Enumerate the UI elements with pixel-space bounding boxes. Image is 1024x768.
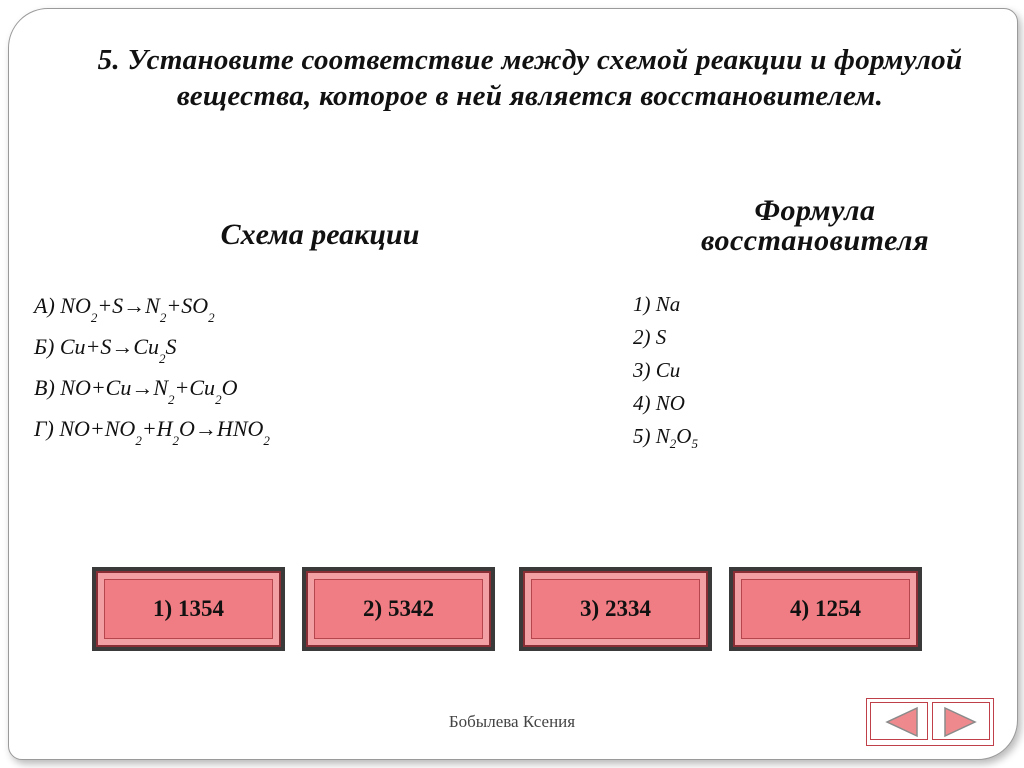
previous-slide-button[interactable] [870, 702, 928, 740]
next-slide-button[interactable] [932, 702, 990, 740]
formula-label: 5) [633, 424, 651, 448]
answer-button-label: 1) 1354 [96, 571, 281, 647]
formula-label: 2) [633, 325, 651, 349]
reaction-item [34, 417, 270, 458]
reaction-formula: $NO+Cu\to N_2+Cu_2O$ [60, 375, 238, 407]
reaction-item [34, 376, 270, 417]
answer-button-label: 3) 2334 [523, 571, 708, 647]
reducer-formula-header-line2: восстановителя [700, 224, 930, 257]
answer-button-4[interactable] [729, 567, 922, 651]
reaction-formula: $NO_2+S\to N_2+SO_2$ [60, 293, 215, 325]
question-title: 5. Установите соответствие между схемой реакции и формулой вещества, которое в ней является восстановителем. [97, 44, 963, 112]
reaction-label: Б) [34, 334, 55, 359]
formula-label: 1) [633, 292, 651, 316]
reaction-label: В) [34, 375, 55, 400]
slide-navigation [866, 698, 994, 746]
answer-button-1[interactable] [92, 567, 285, 651]
reaction-item [34, 294, 270, 335]
reaction-formula: $Cu+S\to Cu_2S$ [59, 334, 177, 366]
formula-value: NO [655, 391, 685, 415]
reaction-label: Г) [34, 416, 54, 441]
formula-value: S [655, 325, 667, 349]
formula-label: 4) [633, 391, 651, 415]
formula-item [633, 391, 698, 424]
reaction-item [34, 335, 270, 376]
reaction-formula: $NO+NO_2+H_2O\to HNO_2$ [59, 416, 270, 448]
reducer-formula-header [640, 196, 990, 256]
triangle-left-icon [871, 703, 929, 741]
answer-button-3[interactable] [519, 567, 712, 651]
answer-button-2[interactable] [302, 567, 495, 651]
formula-value: $N_2O_5$ [655, 424, 698, 451]
author-footer: Бобылева Ксения [448, 712, 576, 731]
answer-button-label: 2) 5342 [306, 571, 491, 647]
formula-list [633, 292, 698, 457]
reducer-formula-header-line1: Формула [754, 194, 876, 227]
formula-item [633, 292, 698, 325]
formula-item [633, 424, 698, 457]
reaction-label: А) [34, 293, 55, 318]
reaction-scheme-header: Схема реакции [220, 218, 420, 251]
formula-label: 3) [633, 358, 651, 382]
formula-value: Na [655, 292, 681, 316]
formula-item [633, 358, 698, 391]
formula-value: Cu [655, 358, 681, 382]
reaction-list [34, 294, 270, 458]
formula-item [633, 325, 698, 358]
answer-button-label: 4) 1254 [733, 571, 918, 647]
triangle-right-icon [933, 703, 991, 741]
